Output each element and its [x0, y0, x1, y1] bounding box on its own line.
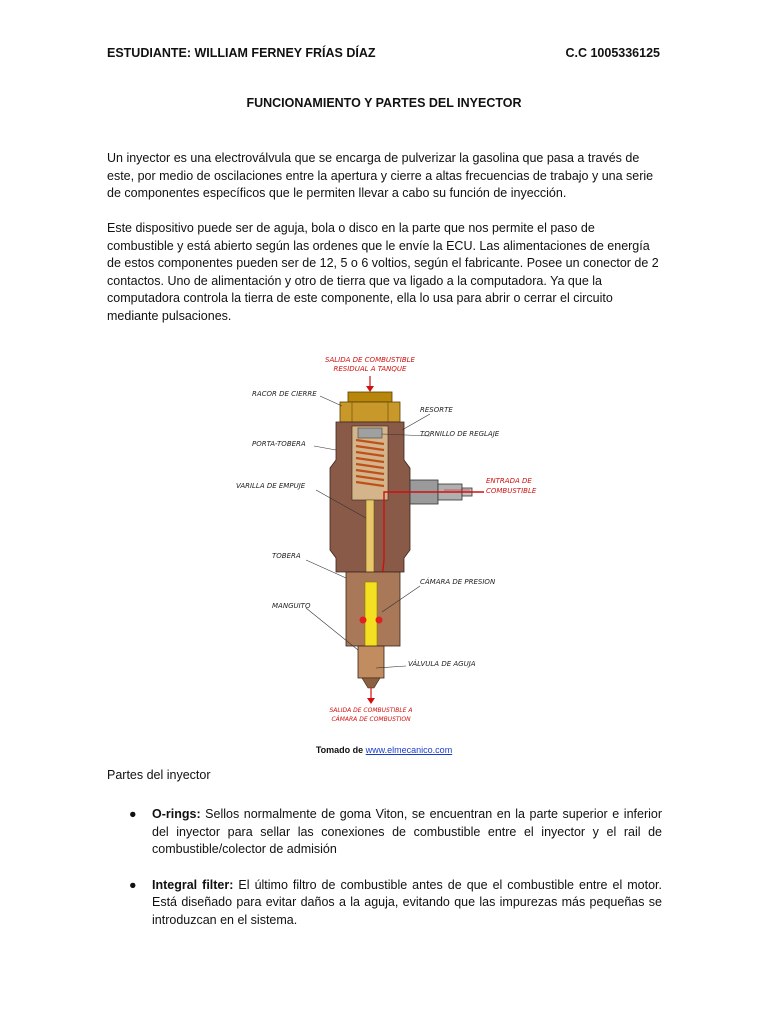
- pressure-chamber-dot: [360, 617, 367, 624]
- label-valvula: VÁLVULA DE AGUJA: [408, 660, 476, 668]
- label-manguito: MANGUITO: [272, 602, 311, 610]
- term-o-rings: O-rings:: [152, 807, 201, 821]
- paragraph-intro: Un inyector es una electroválvula que se encarga de pulverizar la gasolina que pasa a través de este, por medio de oscilaciones entre la apertura y cierre a altas frecuencias de trabajo y una serie de componentes específicos que le permiten llevar a cabo su función de inyección.: [107, 151, 654, 201]
- caption-prefix: Tomado de: [315, 745, 366, 755]
- injector-diagram: [232, 350, 540, 732]
- student-name: ESTUDIANTE: WILLIAM FERNEY FRÍAS DÍAZ: [107, 46, 376, 60]
- label-tobera: TOBERA: [272, 552, 301, 560]
- section-title: Partes del inyector: [107, 768, 211, 782]
- label-entrada-2: COMBUSTIBLE: [486, 487, 537, 495]
- label-salida-camara-2: CÁMARA DE COMBUSTION: [331, 716, 411, 723]
- label-salida-residual-1: SALIDA DE COMBUSTIBLE: [325, 356, 415, 364]
- manguito-tip: [358, 646, 384, 678]
- figure-caption: [0, 745, 768, 755]
- label-racor: RACOR DE CIERRE: [252, 390, 317, 398]
- adjust-screw: [358, 428, 382, 438]
- desc-o-rings: Sellos normalmente de goma Viton, se encuentran en la parte superior e inferior del inyector para sellar las conexiones de combustible entre el inyector y el rail de combustible/colector de admisión: [152, 807, 662, 857]
- term-integral-filter: Integral filter:: [152, 877, 234, 892]
- source-link[interactable]: www.elmecanico.com: [365, 745, 453, 755]
- page-header: [107, 46, 660, 60]
- bullet-dot: ●: [129, 807, 137, 821]
- parts-list: [107, 806, 662, 948]
- list-item: [107, 806, 662, 859]
- list-item: [107, 877, 662, 930]
- label-camara: CÁMARA DE PRESION: [420, 578, 496, 586]
- racor-nut: [340, 402, 400, 422]
- racor-cap: [348, 392, 392, 402]
- label-tornillo: TORNILLO DE REGLAJE: [420, 430, 500, 438]
- push-rod: [366, 500, 374, 582]
- document-title: FUNCIONAMIENTO Y PARTES DEL INYECTOR: [246, 96, 522, 110]
- desc-integral-filter: El último filtro de combustible antes de que el combustible entre el motor. Está diseñado para evitar daños a la aguja, evitando que las impurezas más pequeñas se introduzcan en el sistema.: [152, 877, 663, 927]
- label-salida-camara-1: SALIDA DE COMBUSTIBLE A: [329, 707, 413, 714]
- label-resorte: RESORTE: [420, 406, 453, 414]
- label-porta-tobera: PORTA-TOBERA: [252, 440, 306, 448]
- paragraph-device: Este dispositivo puede ser de aguja, bola o disco en la parte que nos permite el paso de combustible y está abierto según las ordenes que le envíe la ECU. Las alimentaciones de energía de estos componentes pueden ser de 12, 5 o 6 voltios, según el fabricante. Posee un conector de 2 contactos. Uno de alimentación y otro de tierra que va ligado a la computadora. Ya que la computadora controla la tierra de este componente, ella lo usa para abrir o cerrar el circuito mediante pulsaciones.: [107, 221, 659, 323]
- student-id: C.C 1005336125: [565, 46, 660, 60]
- label-entrada-1: ENTRADA DE: [486, 477, 532, 485]
- label-salida-residual-2: RESIDUAL A TANQUE: [333, 365, 407, 373]
- bullet-dot: ●: [129, 877, 137, 892]
- label-varilla: VARILLA DE EMPUJE: [236, 482, 306, 490]
